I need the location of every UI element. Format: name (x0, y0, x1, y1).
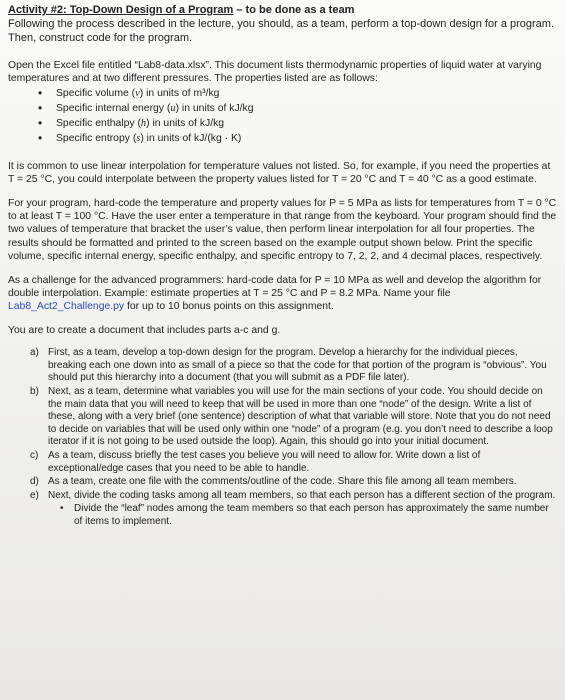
activity-title-rest: – to be done as a team (233, 4, 355, 16)
part-item-d: d) As a team, create one file with the comments/outline of the code. Share this file among all team members. (30, 476, 517, 488)
challenge-paragraph: As a challenge for the advanced programmers: hard-code data for P = 10 MPa as well and develop the algorithm for double interpolation. Example: estimate properties at T = 25 °C and P = 8.2 MPa. Name your file Lab8_Act2_Challenge.py for up to 10 bonus points on this assignment. (8, 274, 542, 313)
spacer (8, 146, 557, 160)
property-list (8, 86, 557, 146)
sub-bullet-item: • Divide the “leaf” nodes among the team members so that each person has approximately the same number of items to implement. (60, 503, 557, 528)
activity-title (8, 3, 557, 17)
part-item-a: a) First, as a team, develop a top-down design for the program. Develop a hierarchy for the individual pieces, breaking each one down into as small of a piece so that the code for that portion of the program is “obvious”. You should put this hierarchy into a document (that you will submit as a PDF file later). (30, 347, 547, 384)
challenge-file-name: Lab8_Act2_Challenge.py (8, 301, 125, 313)
part-e-sublist (48, 503, 557, 528)
spacer (8, 337, 557, 347)
part-item-b: b) Next, as a team, determine what variables you will use for the main sections of your code. You should decide on the main data that you will need to keep that will be used in more than one “node” of the design. Write a list of these, along with a very brief (one sentence) description of what that variable will store. Note that you do not need to decide on variables that will be used only within one “node” of a program (e.g. you don’t need to describe a loop iterator if it is not going to be used outside the loop). Again, this should go into your initial document. (30, 386, 553, 448)
property-item: • Specific entropy (s) in units of kJ/(kg · K) (38, 131, 557, 146)
excel-file-paragraph: Open the Excel file entitled “Lab8-data.xlsx”. This document lists thermodynamic properties of liquid water at varying temperatures and at two different pressures. The properties listed are as follows: (8, 60, 542, 85)
property-item: • Specific enthalpy (h) in units of kJ/kg (38, 116, 557, 131)
part-item-e: e) Next, divide the coding tasks among all team members, so that each person has a different section of the program. • Divide the “leaf” nodes among the team members so that each person has approximately the same number of items to implement. (30, 490, 557, 529)
spacer (8, 314, 557, 324)
part-item-c: c) As a team, discuss briefly the test cases you believe you will need to allow for. Write down a list of exceptional/edge cases that you need to be able to handle. (30, 450, 481, 474)
spacer (8, 264, 557, 274)
intro-paragraph: Following the process described in the lecture, you should, as a team, perform a top-down design for a program. Then, construct code for the program. (8, 18, 555, 44)
parts-list (8, 347, 557, 528)
property-item: • Specific internal energy (u) in units of kJ/kg (38, 101, 557, 116)
document-parts-paragraph: You are to create a document that includes parts a-c and g. (8, 324, 281, 336)
spacer (8, 45, 557, 59)
property-item: • Specific volume (v) in units of m³/kg (38, 86, 557, 101)
program-requirements-paragraph: For your program, hard-code the temperature and property values for P = 5 MPa as lists for temperatures from T = 0 °C to at least T = 100 °C. Have the user enter a temperature in that range from the keyboard. Your program should find the two values of temperature that bracket the user’s value, then perform linear interpolation for all four properties. The results should be formatted and printed to the screen based on the example output shown below. Print the specific volume, specific internal energy, specific enthalpy, and specific entropy to 7, 2, 2, and 4 decimal places, respectively. (8, 197, 557, 263)
interpolation-paragraph: It is common to use linear interpolation for temperature values not listed. So, for example, if you need the properties at T = 25 °C, you could interpolate between the property values listed for T = 20 °C and T = 40 °C as a good estimate. (8, 160, 551, 186)
activity-title-main: Activity #2: Top-Down Design of a Program (8, 4, 234, 16)
spacer (8, 187, 557, 197)
